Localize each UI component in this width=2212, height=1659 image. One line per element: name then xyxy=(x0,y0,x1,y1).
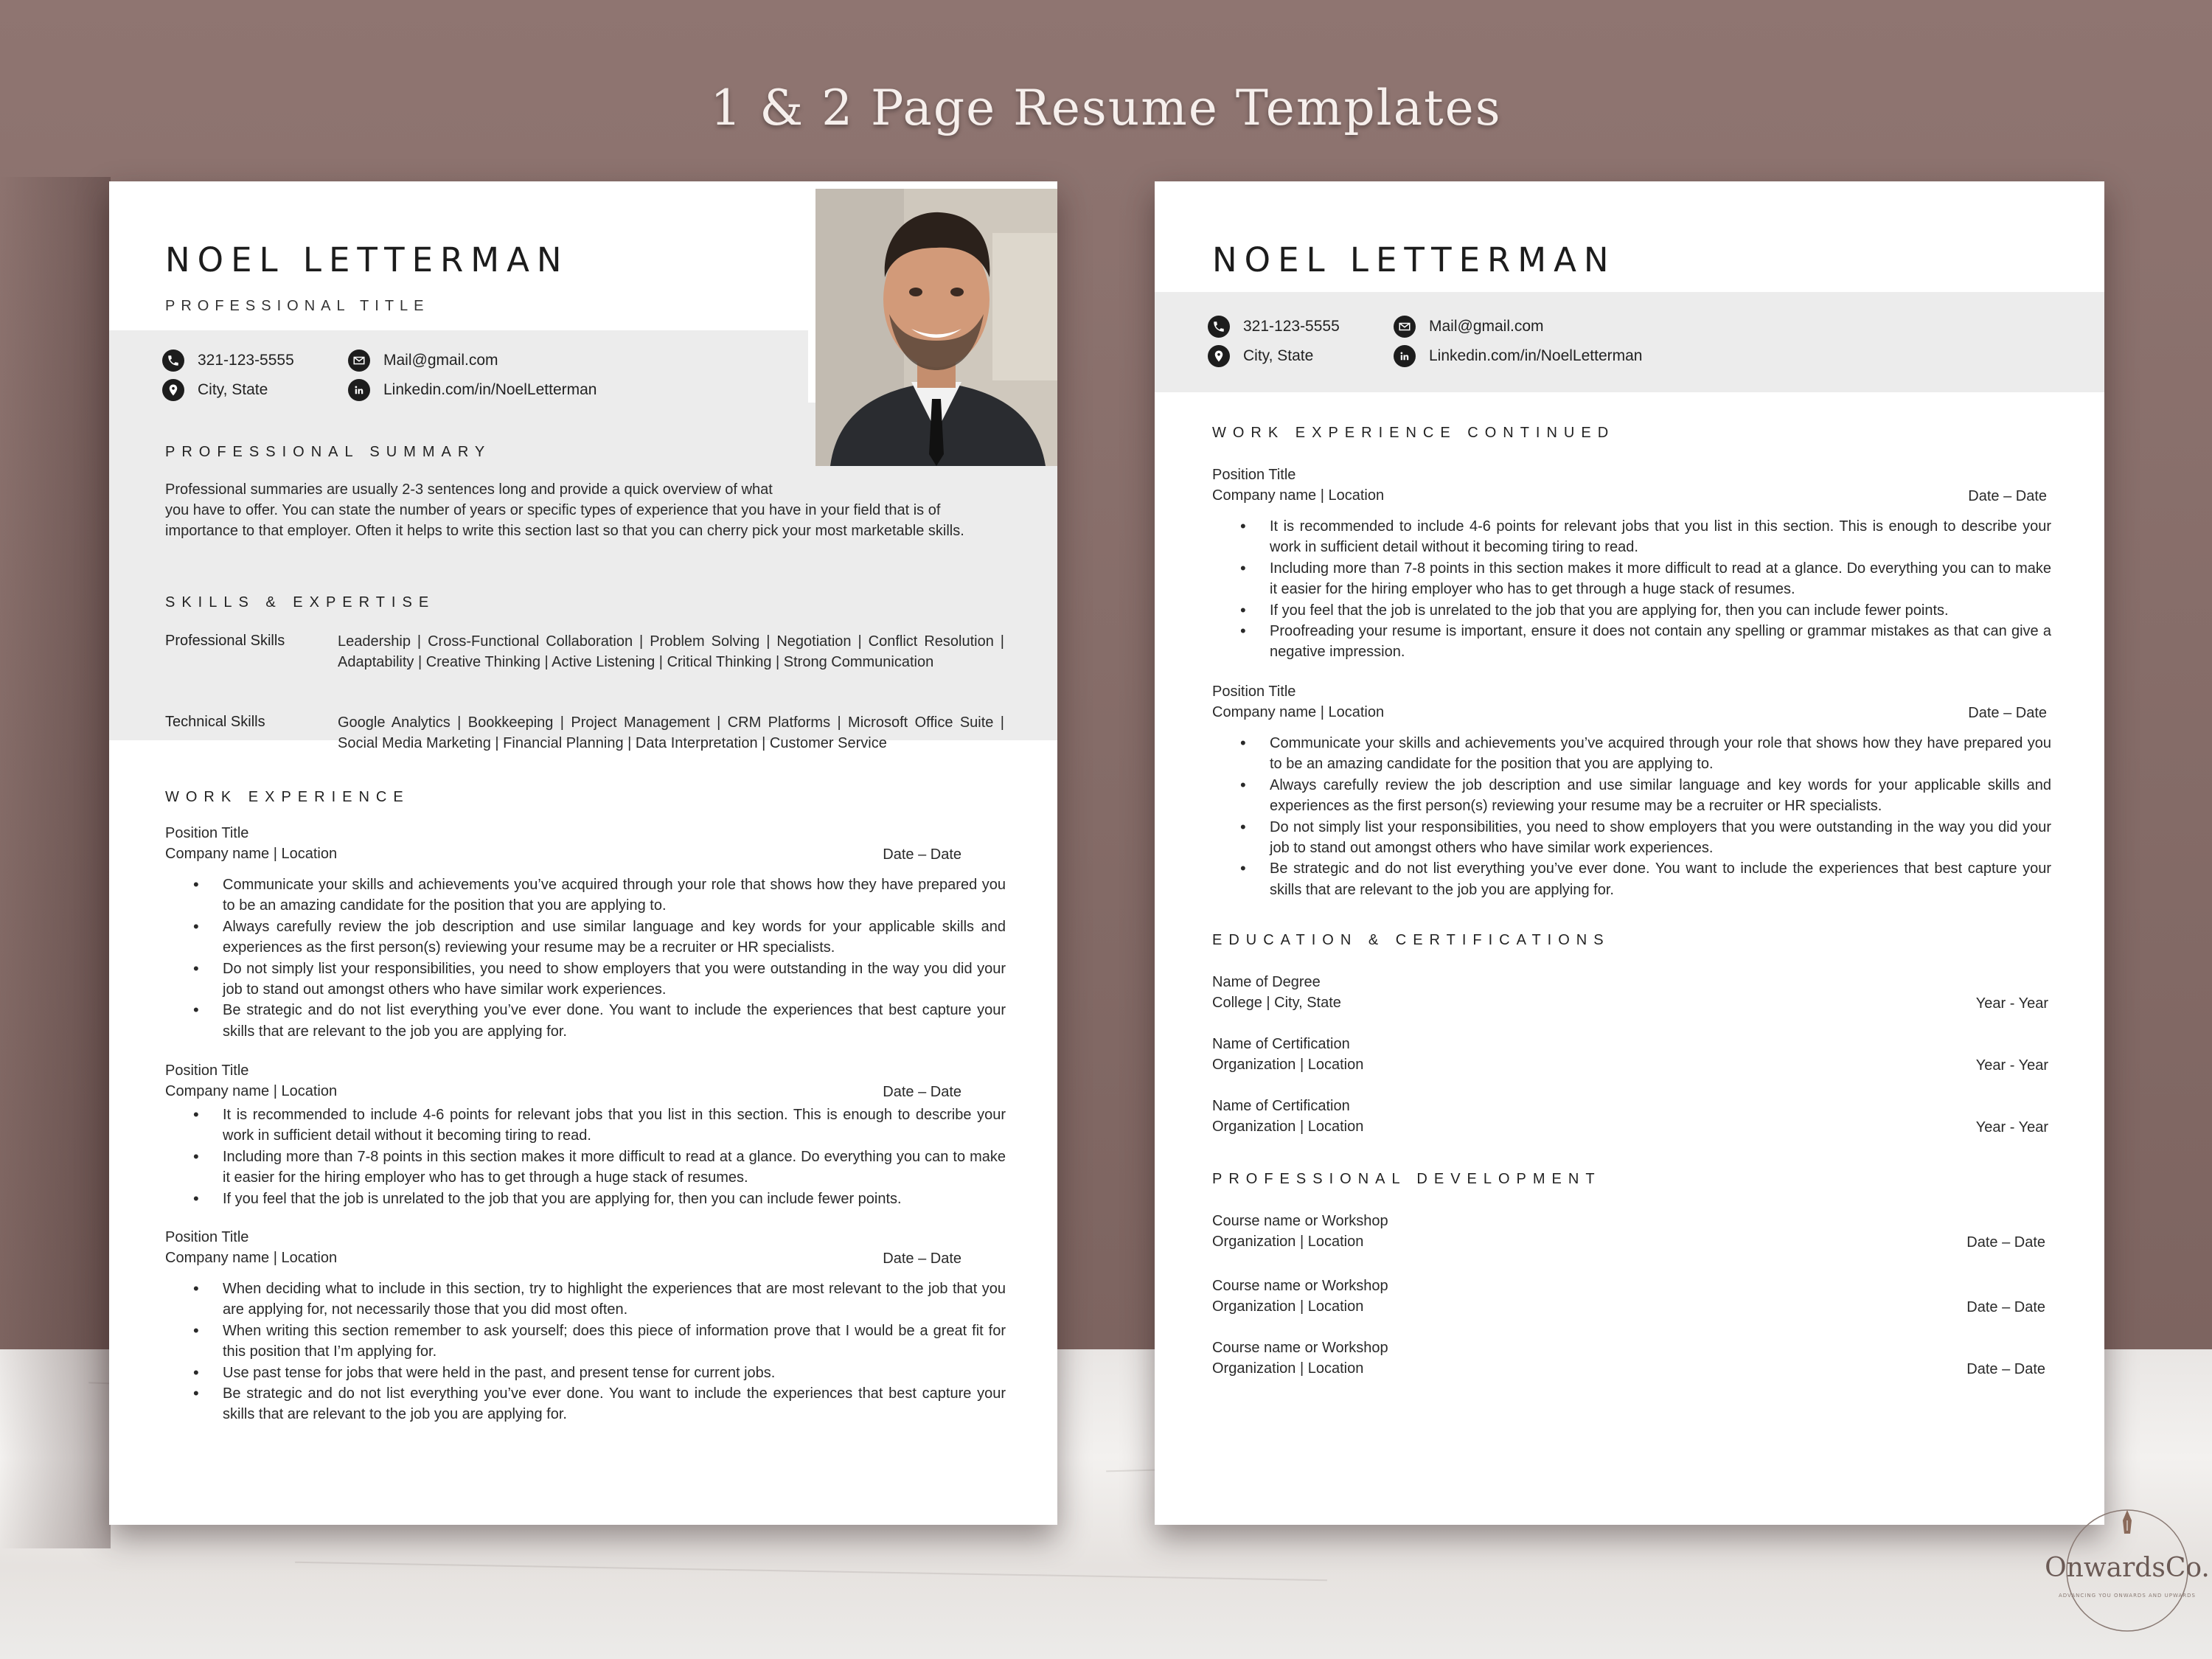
contact-band xyxy=(1155,292,2104,392)
education-years: Year - Year xyxy=(1975,1057,2048,1074)
job-company: Company name | Location xyxy=(1212,704,1385,720)
summary-line: importance to that employer. Often it helps to write this section last so that you can cherry pick your most marketable skills. xyxy=(165,523,964,539)
job-position: Position Title xyxy=(165,825,249,841)
linkedin-contact xyxy=(1394,345,1643,367)
summary-heading: PROFESSIONAL SUMMARY xyxy=(165,444,492,460)
education-years: Year - Year xyxy=(1975,1119,2048,1135)
development-title: Course name or Workshop xyxy=(1212,1340,1388,1356)
development-title: Course name or Workshop xyxy=(1212,1213,1388,1229)
brand-name: OnwardsCo. xyxy=(2045,1553,2210,1583)
job-company: Company name | Location xyxy=(165,1083,338,1099)
brand-tagline: ADVANCING YOU ONWARDS AND UPWARDS xyxy=(2058,1593,2197,1599)
skill-values-technical: Google Analytics | Bookkeeping | Project Management | CRM Platforms | Microsoft Office Suite | Social Media Marketing | Financial Planning | Data Interpretation | Customer Service xyxy=(338,714,1004,751)
email-contact xyxy=(1394,316,1544,338)
bullet-item: • Including more than 7-8 points in this section makes it more difficult to read at a glance. Do everything you can to make it easier for the hiring employer who has to get through a huge stack of resumes. xyxy=(165,1147,1006,1189)
phone-icon xyxy=(162,349,184,372)
bullet-item: • If you feel that the job is unrelated to the job that you are applying for, then you can include fewer points. xyxy=(1212,600,2051,621)
job-bullets xyxy=(1212,733,2051,900)
resume-page-2 xyxy=(1155,181,2104,1525)
phone-icon xyxy=(1208,316,1230,338)
brand-logo xyxy=(2039,1504,2212,1637)
location-pin-icon xyxy=(1208,345,1230,367)
bullet-item: • Communicate your skills and achievements you’ve acquired through your role that shows how they have prepared you to be an amazing candidate for the position that you are applying to. xyxy=(1212,733,2051,775)
summary-text xyxy=(165,479,1006,541)
job-dates: Date – Date xyxy=(883,846,961,863)
summary-line: you have to offer. You can state the number of years or specific types of experience that you have in your field that is of xyxy=(165,502,941,518)
candidate-name: NOEL LETTERMAN xyxy=(1212,240,1616,279)
location-pin-icon xyxy=(162,379,184,401)
job-company: Company name | Location xyxy=(165,846,338,862)
development-heading: PROFESSIONAL DEVELOPMENT xyxy=(1212,1171,1601,1187)
education-years: Year - Year xyxy=(1975,995,2048,1012)
development-org: Organization | Location xyxy=(1212,1298,1364,1315)
professional-title: PROFESSIONAL TITLE xyxy=(165,298,430,314)
work-experience-heading: WORK EXPERIENCE xyxy=(165,789,410,805)
linkedin-contact xyxy=(348,379,597,401)
bullet-item: • Use past tense for jobs that were held in the past, and present tense for current jobs. xyxy=(165,1363,1006,1383)
bullet-item: • Do not simply list your responsibilities, you need to show employers that you were outstanding in the way you did your job to stand out amongst others who have similar work experiences. xyxy=(165,959,1006,1001)
shadow xyxy=(0,177,111,1548)
skill-label-technical: Technical Skills xyxy=(165,714,265,730)
resume-page-1 xyxy=(109,181,1057,1525)
job-position: Position Title xyxy=(1212,467,1296,483)
bullet-item: • Be strategic and do not list everything you’ve ever done. You want to include the experiences that best capture your skills that are relevant to the job you are applying for. xyxy=(165,1000,1006,1042)
education-heading: EDUCATION & CERTIFICATIONS xyxy=(1212,932,1610,948)
development-dates: Date – Date xyxy=(1966,1361,2045,1377)
phone-contact xyxy=(162,349,294,372)
summary-line: Professional summaries are usually 2-3 sentences long and provide a quick overview of what xyxy=(165,481,773,498)
job-position: Position Title xyxy=(1212,684,1296,700)
phone-text: 321-123-5555 xyxy=(198,352,294,369)
bullet-item: • It is recommended to include 4-6 points for relevant jobs that you list in this section. This is enough to describe your work in sufficient detail without it becoming tiring to read. xyxy=(1212,516,2051,558)
bullet-item: • Be strategic and do not list everything you’ve ever done. You want to include the experiences that best capture your skills that are relevant to the job you are applying for. xyxy=(165,1383,1006,1425)
location-text: City, State xyxy=(1243,347,1314,364)
envelope-icon xyxy=(1394,316,1416,338)
bullet-item: • Communicate your skills and achievements you’ve acquired through your role that shows how they have prepared you to be an amazing candidate for the position that you are applying to. xyxy=(165,874,1006,917)
bullet-item: • Including more than 7-8 points in this section makes it more difficult to read at a glance. Do everything you can to make it easier for the hiring employer who has to get through a huge stack of resumes. xyxy=(1212,558,2051,600)
development-dates: Date – Date xyxy=(1966,1299,2045,1315)
location-contact xyxy=(162,379,268,401)
candidate-photo xyxy=(815,189,1057,466)
envelope-icon xyxy=(348,349,370,372)
skill-values-professional: Leadership | Cross-Functional Collaboration | Problem Solving | Negotiation | Conflict Resolution | Adaptability | Creative Thinking | Active Listening | Critical Thinking | Strong Communication xyxy=(338,633,1004,670)
job-bullets xyxy=(165,874,1006,1042)
headline: 1 & 2 Page Resume Templates xyxy=(710,80,1502,136)
phone-text: 321-123-5555 xyxy=(1243,318,1340,335)
job-dates: Date – Date xyxy=(883,1084,961,1100)
location-contact xyxy=(1208,345,1313,367)
location-text: City, State xyxy=(198,381,268,398)
education-title: Name of Degree xyxy=(1212,974,1321,990)
phone-contact xyxy=(1208,316,1340,338)
bullet-item: • Be strategic and do not list everything you’ve ever done. You want to include the experiences that best capture your skills that are relevant to the job you are applying for. xyxy=(1212,858,2051,900)
education-org: College | City, State xyxy=(1212,995,1341,1011)
email-text[interactable]: Mail@gmail.com xyxy=(1429,318,1544,335)
development-org: Organization | Location xyxy=(1212,1360,1364,1377)
job-company: Company name | Location xyxy=(165,1250,338,1266)
job-dates: Date – Date xyxy=(1968,488,2047,504)
job-position: Position Title xyxy=(165,1062,249,1079)
linkedin-text[interactable]: Linkedin.com/in/NoelLetterman xyxy=(383,381,597,398)
bullet-item: • When deciding what to include in this section, try to highlight the experiences that are most relevant to the job that you are applying for, not necessarily those that you did most often. xyxy=(165,1279,1006,1321)
linkedin-icon xyxy=(348,379,370,401)
bullet-item: • Do not simply list your responsibilities, you need to show employers that you were outstanding in the way you did your job to stand out amongst others who have similar work experiences. xyxy=(1212,817,2051,859)
work-continued-heading: WORK EXPERIENCE CONTINUED xyxy=(1212,425,1615,441)
job-company: Company name | Location xyxy=(1212,487,1385,504)
linkedin-icon xyxy=(1394,345,1416,367)
education-org: Organization | Location xyxy=(1212,1057,1364,1073)
email-contact xyxy=(348,349,498,372)
bullet-item: • Proofreading your resume is important, ensure it does not contain any spelling or grammar mistakes as that can give a negative impression. xyxy=(1212,621,2051,663)
job-bullets xyxy=(165,1279,1006,1425)
job-position: Position Title xyxy=(165,1229,249,1245)
skills-heading: SKILLS & EXPERTISE xyxy=(165,594,436,611)
job-bullets xyxy=(165,1105,1006,1209)
job-dates: Date – Date xyxy=(1968,705,2047,721)
bullet-item: • If you feel that the job is unrelated to the job that you are applying for, then you can include fewer points. xyxy=(165,1189,1006,1209)
candidate-name: NOEL LETTERMAN xyxy=(165,240,569,279)
bullet-item: • It is recommended to include 4-6 points for relevant jobs that you list in this section. This is enough to describe your work in sufficient detail without it becoming tiring to read. xyxy=(165,1105,1006,1147)
education-title: Name of Certification xyxy=(1212,1098,1350,1114)
education-title: Name of Certification xyxy=(1212,1036,1350,1052)
bullet-item: • Always carefully review the job description and use similar language and key words for your applicable skills and experiences as the first person(s) reviewing your resume may be a recruiter or HR specialists. xyxy=(1212,775,2051,817)
development-title: Course name or Workshop xyxy=(1212,1278,1388,1294)
linkedin-text[interactable]: Linkedin.com/in/NoelLetterman xyxy=(1429,347,1643,364)
bullet-item: • When writing this section remember to ask yourself; does this piece of information prove that I would be a great fit for this position that I’m applying for. xyxy=(165,1321,1006,1363)
email-text[interactable]: Mail@gmail.com xyxy=(383,352,498,369)
bullet-item: • Always carefully review the job description and use similar language and key words for your applicable skills and experiences as the first person(s) reviewing your resume may be a recruiter or HR specialists. xyxy=(165,917,1006,959)
skill-label-professional: Professional Skills xyxy=(165,633,285,649)
job-dates: Date – Date xyxy=(883,1251,961,1267)
development-org: Organization | Location xyxy=(1212,1234,1364,1250)
development-dates: Date – Date xyxy=(1966,1234,2045,1251)
job-bullets xyxy=(1212,516,2051,663)
education-org: Organization | Location xyxy=(1212,1119,1364,1135)
